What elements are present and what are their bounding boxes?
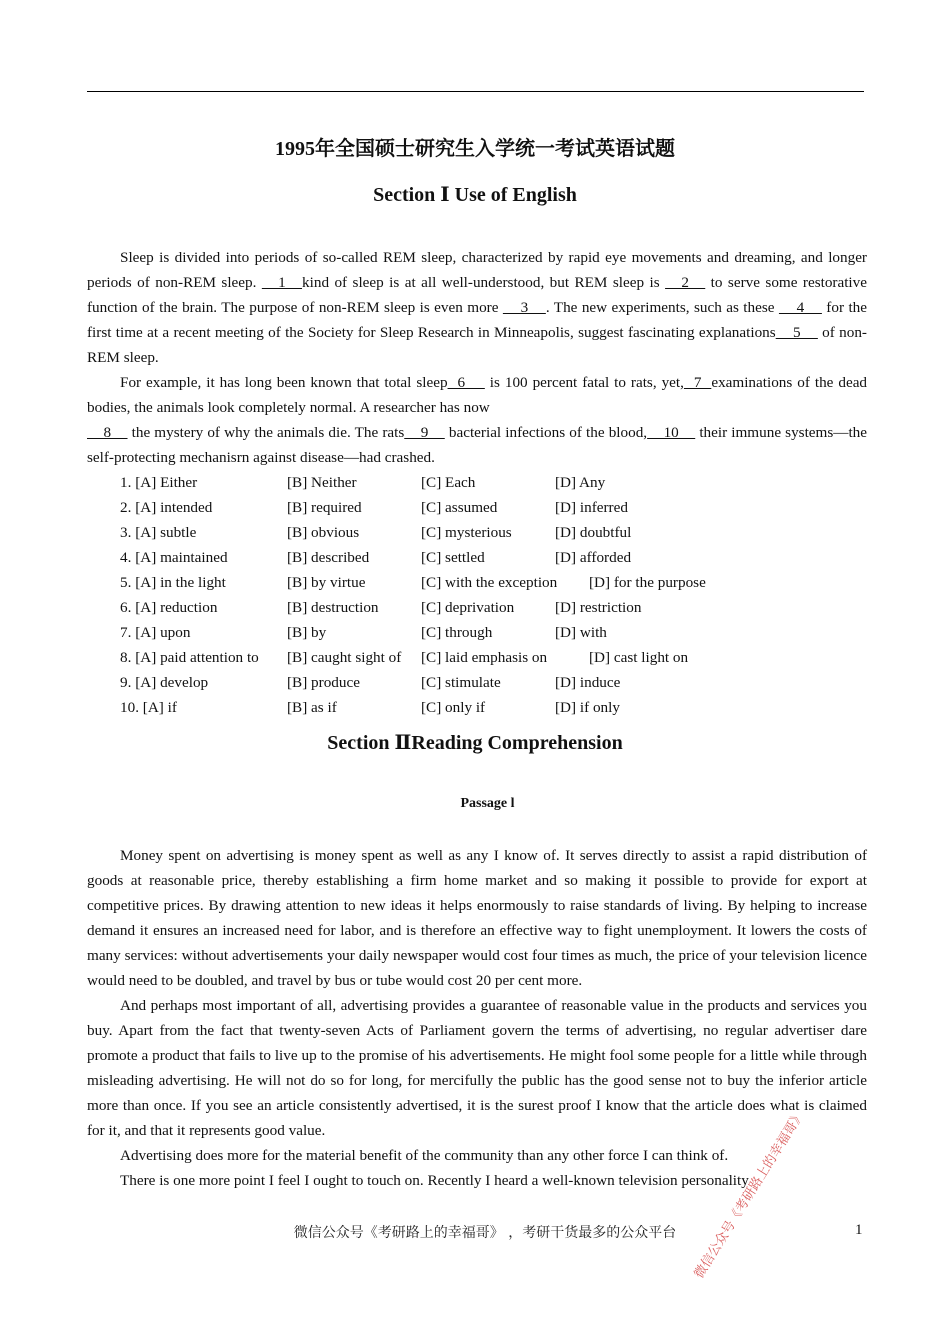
passage-label: Passage l: [460, 796, 515, 811]
option-row: 7. [A] upon [B] by [C] through [D] with: [120, 624, 607, 641]
reading-paragraph: Money spent on advertising is money spent as well as any I know of. It serves directly to assist a rapid distribution of goods at reasonable price, thereby establishing a firm home market and so making it possible to provide for export at competitive prices. By drawing attention to new ideas it helps enormously to raise standards of living. By helping to increase demand it ensures an increased need for labor, and is therefore an effective way to fight unemployment. It lowers the costs of many services: without advertisements your daily newspaper would cost four times as much, the price of your television licence would need to be doubled, and travel by bus or tube would cost 20 per cent more.: [87, 847, 867, 989]
section-1-heading: Section Ⅰ Use of English: [373, 184, 577, 206]
blank-2: 2: [665, 274, 706, 291]
option-row: 1. [A] Either [B] Neither [C] Each [D] Any: [120, 474, 606, 491]
option-row: 3. [A] subtle [B] obvious [C] mysterious [D] doubtful: [120, 524, 632, 541]
cloze-section: [87, 245, 867, 720]
page-title: 1995年全国硕士研究生入学统一考试英语试题: [275, 138, 675, 160]
page-number: 1: [855, 1222, 863, 1238]
footer-text: 微信公众号《考研路上的幸福哥》 ，考研干货最多的公众平台: [293, 1225, 677, 1241]
blank-10: 10: [647, 424, 696, 441]
blank-9: 9: [404, 424, 445, 441]
blank-3: 3: [502, 299, 546, 316]
option-row: 2. [A] intended [B] required [C] assumed [D] inferred: [120, 499, 628, 516]
reading-passage: [87, 843, 867, 1193]
cloze-paragraph-1: Sleep is divided into periods of so-called REM sleep, characterized by rapid eye movements and dreaming, and longer periods of non-REM sleep. 1 kind of sleep is at all well-understood, but REM sleep is 2 to serve some restorative function of the brain. The purpose of non-REM sleep is even more 3 . The new experiments, such as these 4 for the first time at a recent meeting of the Society for Sleep Research in Minneapolis, suggest fascinating explanations 5 of non-REM sleep.: [87, 249, 867, 366]
cloze-paragraph-2: For example, it has long been known that total sleep 6 is 100 percent fatal to rats, yet, 7 examinations of the dead bodies, the animals look completely normal. A researcher has now: [87, 374, 868, 416]
option-row: 4. [A] maintained [B] described [C] settled [D] afforded: [120, 549, 632, 566]
reading-paragraph: Advertising does more for the material benefit of the community than any other force I can think of.: [120, 1147, 729, 1164]
option-row: 8. [A] paid attention to [B] caught sight of [C] laid emphasis on [D] cast light on: [120, 649, 689, 666]
blank-1: 1: [261, 274, 303, 291]
section-2-heading: Section ⅡReading Comprehension: [327, 732, 623, 754]
blank-6: 6: [447, 374, 485, 391]
reading-paragraph: There is one more point I feel I ought to touch on. Recently I heard a well-known television personality: [120, 1172, 749, 1189]
answer-options: [87, 470, 867, 720]
header-rule: [87, 91, 864, 92]
option-row: 5. [A] in the light [B] by virtue [C] with the exception [D] for the purpose: [120, 574, 706, 591]
blank-8: 8: [87, 424, 128, 441]
reading-paragraph: And perhaps most important of all, advertising provides a guarantee of reasonable value in the products and services you buy. Apart from the fact that twenty-seven Acts of Parliament govern the terms of advertising, no regular advertiser dare promote a product that fails to live up to the promise of his advertisements. He might fool some people for a little while through misleading advertising. He will not do so for long, for mercifully the public has the good sense not to buy the inferior article more than once. If you see an article consistently advertised, it is the surest proof I know that the article does what is claimed for it, and that it represents good value.: [87, 997, 867, 1139]
option-row: 9. [A] develop [B] produce [C] stimulate [D] induce: [120, 674, 621, 691]
option-row: 6. [A] reduction [B] destruction [C] deprivation [D] restriction: [120, 599, 642, 616]
watermark-stamp: 微信公众号《考研路上的幸福哥》: [691, 1107, 808, 1282]
option-row: 10. [A] if [B] as if [C] only if [D] if only: [120, 699, 620, 716]
blank-4: 4: [778, 299, 822, 316]
blank-5: 5: [775, 324, 818, 341]
cloze-paragraph-3: 8 the mystery of why the animals die. The rats 9 bacterial infections of the blood, 10 their immune systems—the self-protecting mechanisrn against disease—had crashed.: [87, 424, 868, 466]
blank-7: 7: [683, 374, 712, 391]
